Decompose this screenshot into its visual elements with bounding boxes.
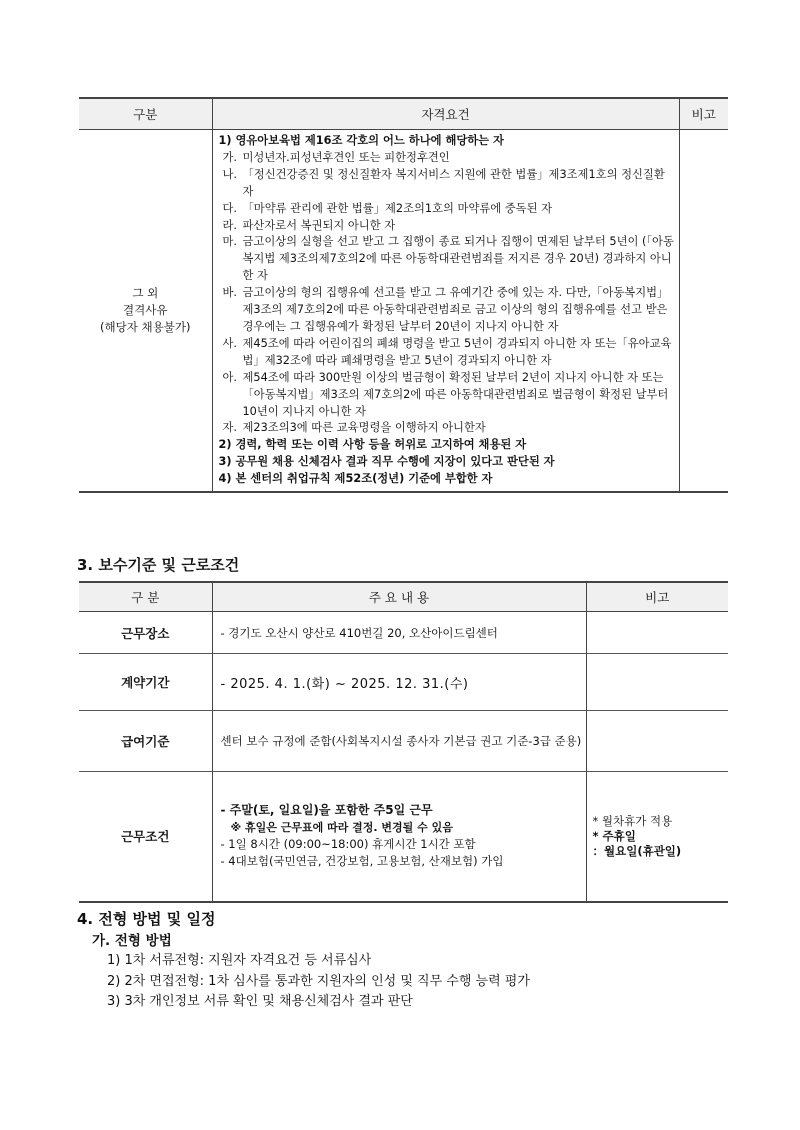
- row-label: 근무조건: [79, 772, 212, 902]
- list-item: [219, 370, 675, 421]
- qualification-table: [79, 97, 728, 493]
- item-text: 금고이상의 실형을 선고 받고 그 집행이 종료 되거나 집행이 면제된 날부터 5년이 (「아동복지법 제3조의제7호의2에 따른 아동학대관련범죄를 저지른 경우 20년) 경과하지 아니한 자: [242, 235, 674, 283]
- item-marker: 바.: [222, 286, 238, 300]
- header-remarks: 비고: [586, 582, 728, 612]
- requirement-2: 2) 경력, 학력 또는 이력 사항 등을 허위로 고지하여 채용된 자: [218, 438, 527, 452]
- row-remarks: [586, 772, 728, 902]
- item-marker: 마.: [222, 235, 238, 249]
- item-text: 금고이상의 형의 집행유예 선고를 받고 그 유예기간 중에 있는 자. 다만,「아동복지법」제3조의 제7호의2에 따른 아동학대관련범죄로 금고 이상의 형의 집행유예를 선고 받은 경우에는 그 집행유예가 확정된 날부터 20년이 지나지 아니한 자: [242, 286, 669, 333]
- note-line-1: * 월차휴가 적용: [592, 813, 673, 828]
- row-label: 계약기간: [79, 654, 212, 711]
- row-content: - 2025. 4. 1.(화) ~ 2025. 12. 31.(수): [212, 654, 586, 711]
- item-marker: 나.: [222, 167, 238, 181]
- requirement-4: 4) 본 센터의 취업규칙 제52조(정년) 기준에 부합한 자: [218, 472, 493, 486]
- list-item: [219, 420, 675, 437]
- list-item: 1) 1차 서류전형: 지원자 자격요건 등 서류심사: [107, 953, 372, 968]
- requirements-cell: [212, 130, 679, 493]
- header-remarks: 비고: [679, 98, 728, 130]
- item-text: 제54조에 따라 300만원 이상의 벌금형이 확정된 날부터 2년이 지나지 아니한 자 또는「아동복지법」제3조의 제7호의2에 따른 아동학대관련범죄로 벌금형이 확정된 날부터 10년이 지나지 아니한 자: [242, 370, 669, 418]
- row-content: 센터 보수 규정에 준함(사회복지시설 종사자 기본급 권고 기준-3급 준용): [212, 711, 586, 772]
- row-content: - 경기도 오산시 양산로 410번길 20, 오산아이드림센터: [212, 612, 586, 654]
- table-row: [79, 654, 728, 711]
- item-marker: 라.: [222, 218, 238, 232]
- requirement-1-title: 1) 영유아보육법 제16조 각호의 어느 하나에 해당하는 자: [218, 134, 504, 147]
- list-item: [219, 285, 675, 336]
- list-item: [219, 201, 675, 218]
- item-text: 제45조에 따라 어린이집의 폐쇄 명령을 받고 5년이 경과되지 아니한 자 또는「유아교육법」제32조에 따라 폐쇄명령을 받고 5년이 경과되지 아니한 자: [242, 336, 672, 367]
- list-item: 3) 3차 개인정보 서류 확인 및 채용신체검사 결과 판단: [107, 994, 413, 1009]
- compensation-table: [79, 581, 728, 903]
- row-remarks: [586, 654, 728, 711]
- table-row: [79, 612, 728, 654]
- section-4-title: 4. 전형 방법 및 일정: [77, 910, 216, 928]
- item-text: 「마약류 관리에 관한 법률」제2조의1호의 마약류에 중독된 자: [242, 201, 553, 215]
- item-text: 제23조의3에 따른 교육명령을 이행하지 아니한자: [242, 421, 486, 435]
- row-label: 급여기준: [79, 711, 212, 772]
- category-line: 그 외: [132, 286, 159, 301]
- row-content: [212, 772, 586, 902]
- note-line-2: * 주휴일: [592, 828, 636, 843]
- work-line-2: ※ 휴일은 근무표에 따라 결정. 변경될 수 있음: [230, 821, 453, 835]
- item-marker: 자.: [222, 421, 238, 435]
- table-row: [79, 711, 728, 772]
- item-marker: 가.: [222, 150, 238, 164]
- item-marker: 아.: [222, 370, 238, 384]
- list-item: [219, 336, 675, 370]
- item-marker: 다.: [222, 201, 238, 215]
- table-header-row: [79, 98, 728, 130]
- header-category: 구분: [79, 98, 212, 130]
- section-3-title: 3. 보수기준 및 근로조건: [77, 556, 240, 574]
- table-header-row: [79, 582, 728, 612]
- list-item: [219, 218, 675, 235]
- list-item: [219, 234, 675, 285]
- item-text: 미성년자.피성년후견인 또는 피한정후견인: [242, 150, 450, 164]
- row-label: 근무장소: [79, 612, 212, 654]
- list-item: [219, 167, 675, 201]
- row-remarks: [586, 711, 728, 772]
- category-line: (해당자 채용불가): [100, 320, 191, 335]
- header-category: 구 분: [79, 582, 212, 612]
- row-remarks: [586, 612, 728, 654]
- header-requirements: 자격요건: [212, 98, 679, 130]
- work-line-1: - 주말(토, 일요일)을 포함한 주5일 근무: [220, 803, 433, 818]
- table-row: [79, 130, 728, 493]
- list-item: 2) 2차 면접전형: 1차 심사를 통과한 지원자의 인성 및 직무 수행 능력 평가: [107, 974, 530, 989]
- header-content: 주 요 내 용: [212, 582, 586, 612]
- item-marker: 사.: [222, 336, 238, 350]
- category-line: 결격사유: [123, 303, 168, 318]
- remarks-cell: [679, 130, 728, 493]
- list-item: [219, 150, 675, 167]
- work-line-3: - 1일 8시간 (09:00~18:00) 휴게시간 1시간 포함: [220, 837, 476, 852]
- section-4-subtitle: 가. 전형 방법: [92, 933, 172, 949]
- note-line-3: ：월요일(휴관일): [592, 843, 682, 858]
- item-text: 「정신건강증진 및 정신질환자 복지서비스 지원에 관한 법률」제3조제1호의 정신질환자: [242, 167, 665, 198]
- item-text: 파산자로서 복권되지 아니한 자: [242, 218, 396, 232]
- table-row: [79, 772, 728, 902]
- work-line-4: - 4대보험(국민연금, 건강보험, 고용보험, 산재보험) 가입: [220, 854, 504, 869]
- category-cell: [79, 130, 212, 493]
- requirement-3: 3) 공무원 채용 신체검사 결과 직무 수행에 지장이 있다고 판단된 자: [218, 455, 555, 469]
